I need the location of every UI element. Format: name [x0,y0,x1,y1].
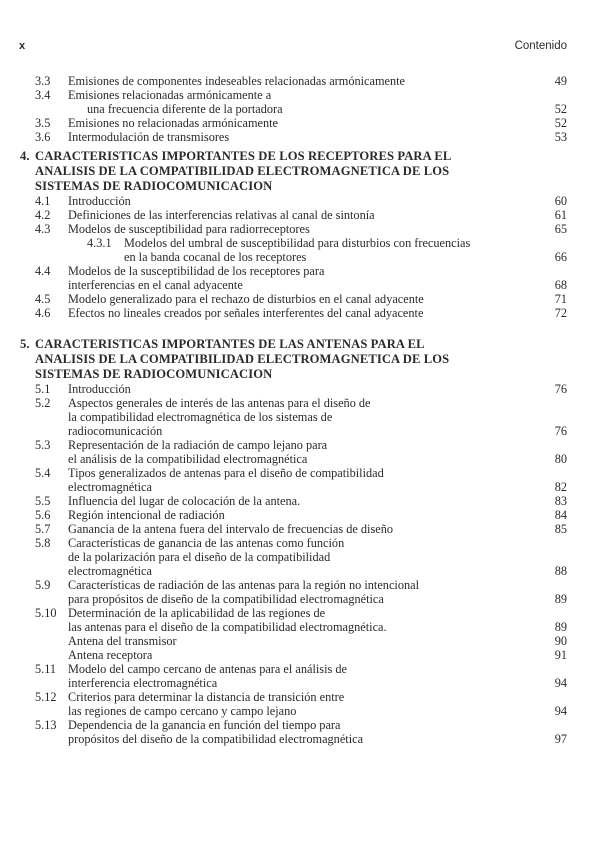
toc-entry-line [0,264,600,278]
toc-entry-line [0,620,600,634]
toc-entry[interactable] [0,438,600,466]
toc-entry-line [0,194,600,208]
toc-entry-line [0,480,600,494]
toc-entry-line [0,494,600,508]
entry-title: Modelos de susceptibilidad para radiorreceptores [68,222,310,236]
toc-entry[interactable] [0,718,600,746]
toc-entry[interactable] [0,522,600,536]
entry-title: Representación de la radiación de campo lejano para [68,438,328,452]
toc-entry[interactable] [0,74,600,88]
entry-title: Región intencional de radiación [68,508,225,522]
entry-title: Introducción [68,382,131,396]
toc-entry-line [0,424,600,438]
toc-entry[interactable] [0,222,600,236]
entry-number: 5.3 [35,438,51,452]
toc-entry-line [0,634,600,648]
toc-entry[interactable] [0,648,600,662]
chapter-title: CARACTERISTICAS IMPORTANTES DE LAS ANTENAS PARA EL [35,337,425,351]
entry-page-number: 84 [554,508,567,522]
chapter-heading [0,149,600,194]
toc-entry-line [0,564,600,578]
toc-entry-line [0,130,600,144]
chapter-title-line [0,164,600,179]
entry-page-number: 72 [554,306,567,320]
entry-title: Influencia del lugar de colocación de la antena. [68,494,301,508]
entry-page-number: 49 [554,74,567,88]
entry-title: Características de ganancia de las antenas como función [68,536,345,550]
entry-title: Modelos del umbral de susceptibilidad para disturbios con frecuencias [124,236,471,250]
entry-page-number: 94 [554,704,567,718]
toc-entry[interactable] [0,662,600,690]
entry-page-number: 60 [554,194,567,208]
entry-title: Antena receptora [68,648,153,662]
entry-title: radiocomunicación [68,424,163,438]
toc-entry[interactable] [0,306,600,320]
entry-page-number: 97 [554,732,567,746]
entry-title: Tipos generalizados de antenas para el diseño de compatibilidad [68,466,384,480]
entry-title: electromagnética [68,564,152,578]
chapter-title-line [0,352,600,367]
entry-title: Efectos no lineales creados por señales interferentes del canal adyacente [68,306,424,320]
chapter-title: SISTEMAS DE RADIOCOMUNICACION [35,367,273,381]
toc-entry[interactable] [0,88,600,116]
chapter-title-line [0,149,600,164]
toc-entry-line [0,88,600,102]
entry-number: 5.1 [35,382,51,396]
entry-title: de la polarización para el diseño de la compatibilidad [68,550,331,564]
toc-entry[interactable] [0,130,600,144]
entry-number: 3.5 [35,116,51,130]
entry-number: 3.6 [35,130,51,144]
toc-entry-line [0,536,600,550]
entry-page-number: 66 [554,250,567,264]
entry-title: Ganancia de la antena fuera del intervalo de frecuencias de diseño [68,522,394,536]
chapter-title-line [0,179,600,194]
entry-number: 4.3.1 [87,236,112,250]
toc-entry[interactable] [0,690,600,718]
toc-entry[interactable] [0,264,600,292]
entry-number: 4.4 [35,264,51,278]
entry-title: Dependencia de la ganancia en función del tiempo para [68,718,341,732]
entry-title: Definiciones de las interferencias relativas al canal de sintonía [68,208,375,222]
toc-entry-line [0,292,600,306]
entry-title: en la banda cocanal de los receptores [124,250,307,264]
toc-entry-line [0,438,600,452]
entry-page-number: 91 [554,648,567,662]
toc-entry-line [0,662,600,676]
toc-entry-line [0,578,600,592]
entry-page-number: 65 [554,222,567,236]
chapter-title: ANALISIS DE LA COMPATIBILIDAD ELECTROMAGNETICA DE LOS [35,352,450,366]
chapter-title: ANALISIS DE LA COMPATIBILIDAD ELECTROMAGNETICA DE LOS [35,164,450,178]
toc-entry-line [0,508,600,522]
entry-title: propósitos del diseño de la compatibilidad electromagnética [68,732,364,746]
entry-title: Introducción [68,194,131,208]
entry-title: el análisis de la compatibilidad electromagnética [68,452,308,466]
entry-page-number: 68 [554,278,567,292]
toc-entry-line [0,208,600,222]
toc-entry[interactable] [0,466,600,494]
chapter-title-line [0,367,600,382]
entry-title: Características de radiación de las antenas para la región no intencional [68,578,419,592]
entry-number: 5.8 [35,536,51,550]
toc-entry[interactable] [0,634,600,648]
page-number-roman: x [19,40,26,52]
toc-entry-line [0,396,600,410]
toc-entry-line [0,236,600,250]
entry-number: 4.3 [35,222,51,236]
entry-number: 4.1 [35,194,51,208]
entry-number: 5.10 [35,606,57,620]
running-header: Contenido [514,40,567,52]
toc-entry-line [0,718,600,732]
entry-title: Antena del transmisor [68,634,177,648]
toc-entry[interactable] [0,292,600,306]
toc-entry[interactable] [0,382,600,396]
entry-page-number: 83 [554,494,567,508]
toc-entry-line [0,606,600,620]
entry-number: 3.4 [35,88,51,102]
toc-entry-line [0,648,600,662]
entry-page-number: 90 [554,634,567,648]
toc-entry-line [0,704,600,718]
entry-title: Emisiones de componentes indeseables relacionadas armónicamente [68,74,406,88]
toc-entry-line [0,592,600,606]
entry-number: 4.6 [35,306,51,320]
entry-number: 5.7 [35,522,51,536]
entry-page-number: 52 [554,102,567,116]
entry-title: la compatibilidad electromagnética de los sistemas de [68,410,333,424]
toc-entry-line [0,74,600,88]
entry-title: para propósitos de diseño de la compatibilidad electromagnética [68,592,384,606]
toc-entry[interactable] [0,508,600,522]
toc-entry[interactable] [0,494,600,508]
entry-number: 4.5 [35,292,51,306]
entry-page-number: 94 [554,676,567,690]
chapter-title-line [0,337,600,352]
entry-number: 5.12 [35,690,57,704]
entry-number: 5.13 [35,718,57,732]
entry-number: 5.9 [35,578,51,592]
entry-title: interferencias en el canal adyacente [68,278,243,292]
chapter-heading [0,337,600,382]
toc-entry-line [0,250,600,264]
table-of-contents [0,74,600,746]
entry-title: una frecuencia diferente de la portadora [87,102,283,116]
chapter-title: CARACTERISTICAS IMPORTANTES DE LOS RECEPTORES PARA EL [35,149,452,163]
entry-number: 5.2 [35,396,51,410]
entry-page-number: 85 [554,522,567,536]
entry-title: las antenas para el diseño de la compatibilidad electromagnética. [68,620,387,634]
toc-entry[interactable] [0,194,600,208]
entry-title: Modelo generalizado para el rechazo de disturbios en el canal adyacente [68,292,424,306]
toc-entry-line [0,102,600,116]
toc-entry-line [0,116,600,130]
entry-page-number: 88 [554,564,567,578]
toc-entry[interactable] [0,606,600,634]
toc-entry-line [0,732,600,746]
toc-entry-line [0,382,600,396]
toc-entry-line [0,306,600,320]
entry-title: Intermodulación de transmisores [68,130,230,144]
entry-page-number: 52 [554,116,567,130]
entry-title: Emisiones no relacionadas armónicamente [68,116,278,130]
entry-page-number: 76 [554,382,567,396]
entry-number: 3.3 [35,74,51,88]
toc-entry[interactable] [0,116,600,130]
entry-page-number: 71 [554,292,567,306]
entry-title: Modelos de la susceptibilidad de los receptores para [68,264,325,278]
entry-number: 5.11 [35,662,57,676]
entry-page-number: 89 [554,592,567,606]
toc-entry-line [0,452,600,466]
toc-entry-line [0,222,600,236]
entry-title: Modelo del campo cercano de antenas para el análisis de [68,662,347,676]
entry-title: interferencia electromagnética [68,676,218,690]
toc-entry[interactable] [0,236,600,264]
toc-entry[interactable] [0,396,600,438]
toc-entry-line [0,690,600,704]
entry-number: 4.2 [35,208,51,222]
toc-entry-line [0,466,600,480]
entry-page-number: 82 [554,480,567,494]
entry-title: Determinación de la aplicabilidad de las regiones de [68,606,326,620]
chapter-title: SISTEMAS DE RADIOCOMUNICACION [35,179,273,193]
toc-entry-line [0,278,600,292]
entry-title: Aspectos generales de interés de las antenas para el diseño de [68,396,371,410]
entry-title: electromagnética [68,480,152,494]
toc-entry-line [0,522,600,536]
entry-title: las regiones de campo cercano y campo lejano [68,704,297,718]
entry-page-number: 80 [554,452,567,466]
entry-title: Emisiones relacionadas armónicamente a [68,88,272,102]
toc-entry[interactable] [0,578,600,606]
entry-number: 5.6 [35,508,51,522]
entry-page-number: 61 [554,208,567,222]
toc-entry[interactable] [0,536,600,578]
toc-entry-line [0,676,600,690]
entry-title: Criterios para determinar la distancia de transición entre [68,690,345,704]
entry-number: 5.5 [35,494,51,508]
toc-entry-line [0,410,600,424]
toc-entry-line [0,550,600,564]
spacer [0,320,600,332]
chapter-number: 5. [20,337,30,351]
toc-entry[interactable] [0,208,600,222]
entry-page-number: 76 [554,424,567,438]
chapter-number: 4. [20,149,30,163]
entry-page-number: 53 [554,130,567,144]
entry-page-number: 89 [554,620,567,634]
entry-number: 5.4 [35,466,51,480]
